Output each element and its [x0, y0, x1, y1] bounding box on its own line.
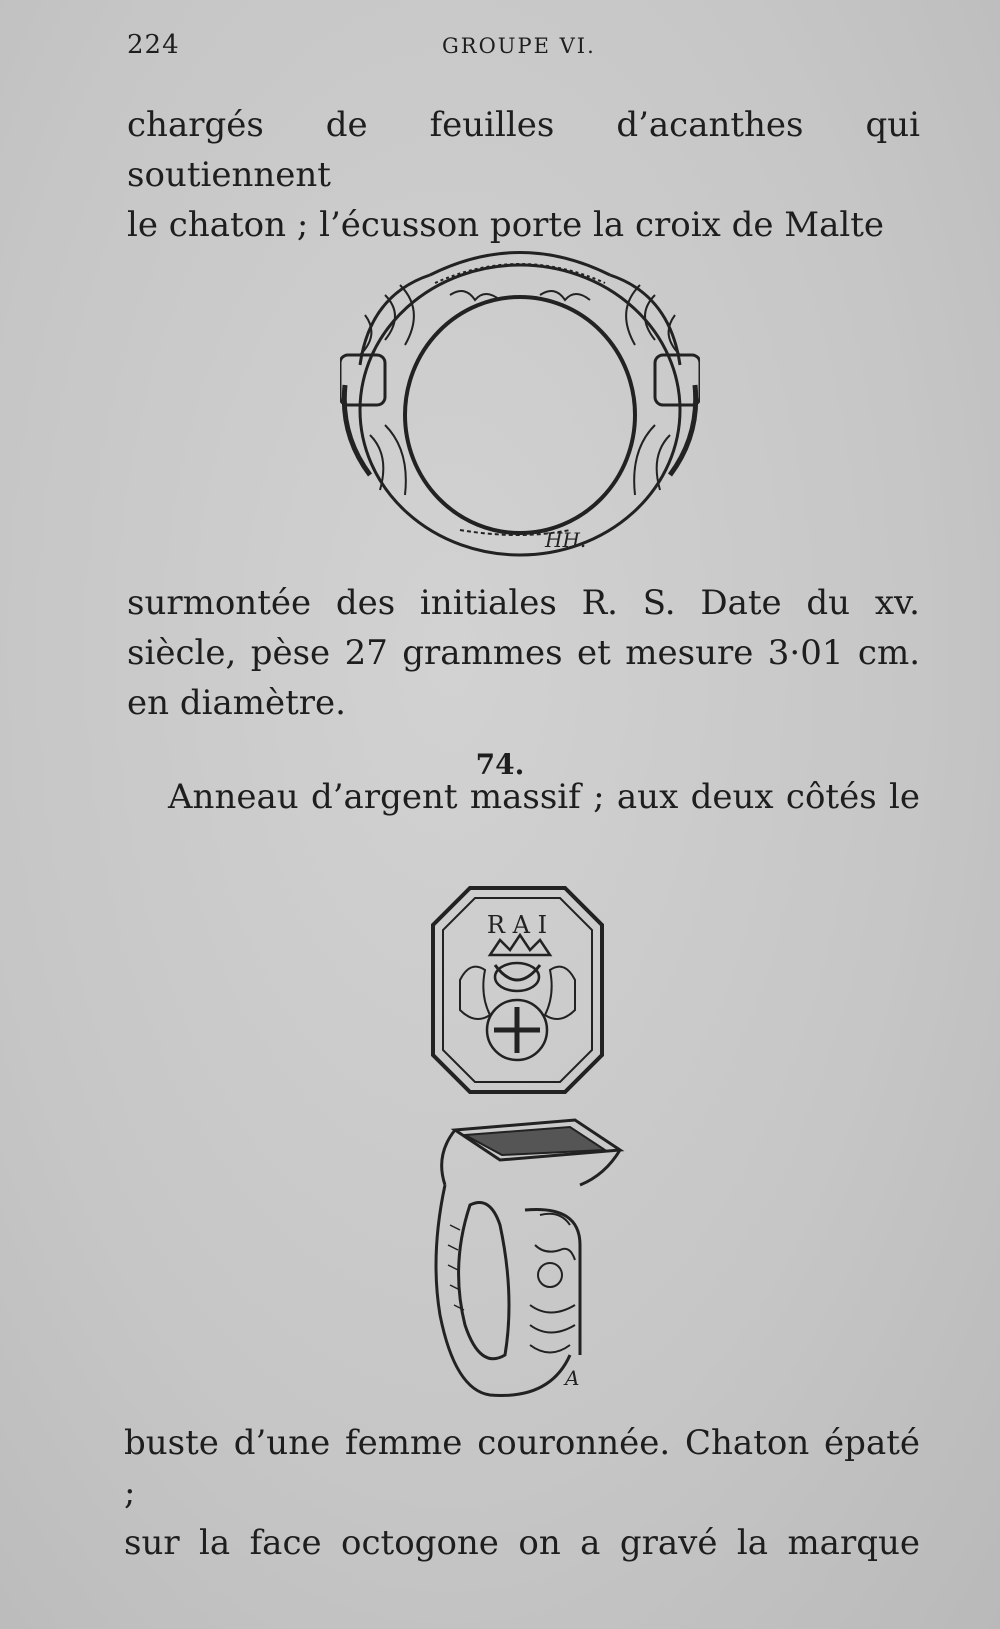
text-line: le chaton ; l’écusson porte la croix de Malte — [127, 205, 885, 245]
text-line: sur la face octogone on a gravé la marque — [124, 1523, 920, 1563]
ring1-signature: HH. — [545, 528, 587, 552]
paragraph-top — [127, 100, 920, 250]
ring-illustration-1 — [340, 235, 700, 565]
seal-initials: R A I — [486, 911, 548, 939]
page-header — [127, 30, 917, 70]
ring-illustration-2 — [430, 1115, 630, 1405]
paragraph-entry — [168, 772, 920, 822]
text-line: Anneau d’argent massif ; aux deux côtés le — [168, 777, 920, 817]
running-head: GROUPE VI. — [442, 34, 596, 58]
entry-number: 74. — [475, 748, 525, 781]
text-line: chargés de feuilles d’acanthes qui soutiennent — [127, 105, 920, 195]
paragraph-bottom — [124, 1418, 920, 1568]
text-line: surmontée des initiales R. S. Date du xv. — [127, 583, 920, 623]
text-line: buste d’une femme couronnée. Chaton épaté ; — [124, 1423, 920, 1513]
text-line: en diamètre. — [127, 683, 346, 723]
ring2-signature: A — [565, 1366, 580, 1390]
paragraph-middle — [127, 578, 920, 728]
seal-face-illustration — [430, 885, 605, 1095]
page-number: 224 — [127, 30, 180, 60]
text-line: siècle, pèse 27 grammes et mesure 3·01 cm. — [127, 633, 920, 673]
